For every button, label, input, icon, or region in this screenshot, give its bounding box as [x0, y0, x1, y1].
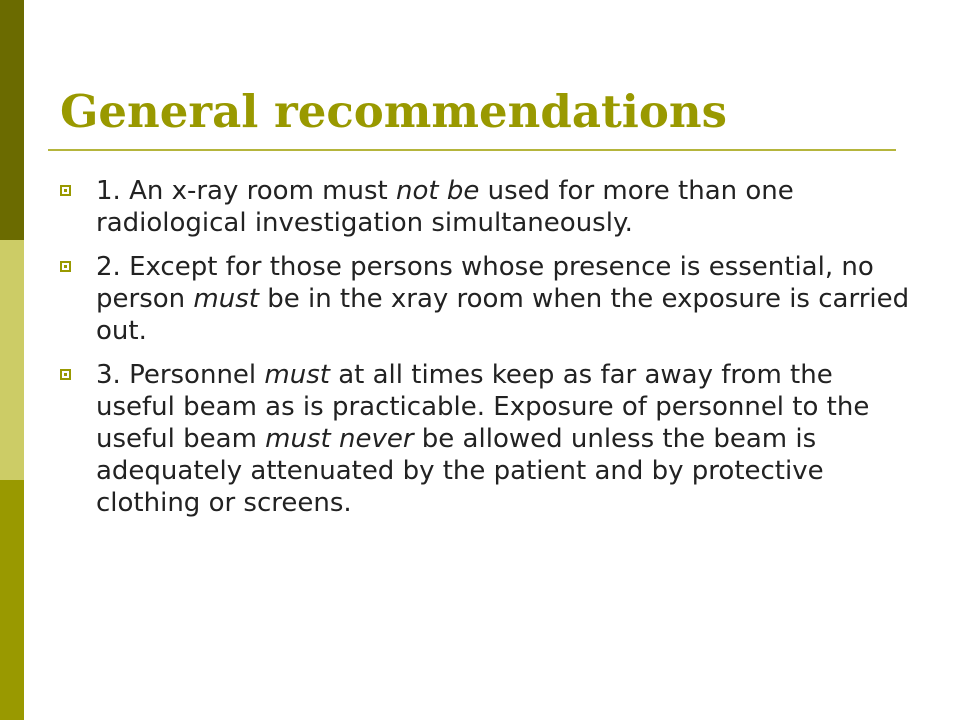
bullet-text-emphasis: not be	[395, 176, 480, 206]
bullet-text-segment: 3. Personnel	[96, 360, 265, 390]
bullet-text	[96, 360, 869, 518]
bullet-text-segment: 1. An x-ray room must	[96, 176, 396, 206]
side-bar-segment-top	[0, 0, 24, 240]
bullet-text-segment: at all times keep as far away from the useful beam as is practicable. Exposure of personnel to the useful beam	[96, 360, 870, 454]
bullet-text-emphasis: must never	[265, 424, 414, 454]
bullet-text-emphasis: must	[193, 284, 259, 314]
slide-title: General recommendations	[60, 85, 727, 138]
square-bullet-icon	[60, 261, 71, 272]
bullet-text-segment: be allowed unless the beam is adequately attenuated by the patient and by protective clothing or screens.	[96, 424, 824, 518]
square-bullet-icon	[60, 369, 71, 380]
side-bar-segment-bottom	[0, 480, 24, 720]
side-accent-bar	[0, 0, 24, 720]
title-divider	[48, 149, 896, 151]
bullet-item	[60, 175, 910, 239]
bullet-text-segment: used for more than one radiological investigation simultaneously.	[96, 176, 794, 238]
side-bar-segment-middle	[0, 240, 24, 480]
bullet-text	[96, 252, 909, 346]
bullet-text-segment: be in the xray room when the exposure is carried out.	[96, 284, 910, 346]
square-bullet-icon	[60, 185, 71, 196]
bullet-item	[60, 359, 910, 519]
bullet-list	[60, 175, 910, 531]
bullet-text-segment: 2. Except for those persons whose presence is essential, no person	[96, 252, 874, 314]
bullet-text	[96, 176, 794, 238]
bullet-item	[60, 251, 910, 347]
bullet-text-emphasis: must	[264, 360, 330, 390]
